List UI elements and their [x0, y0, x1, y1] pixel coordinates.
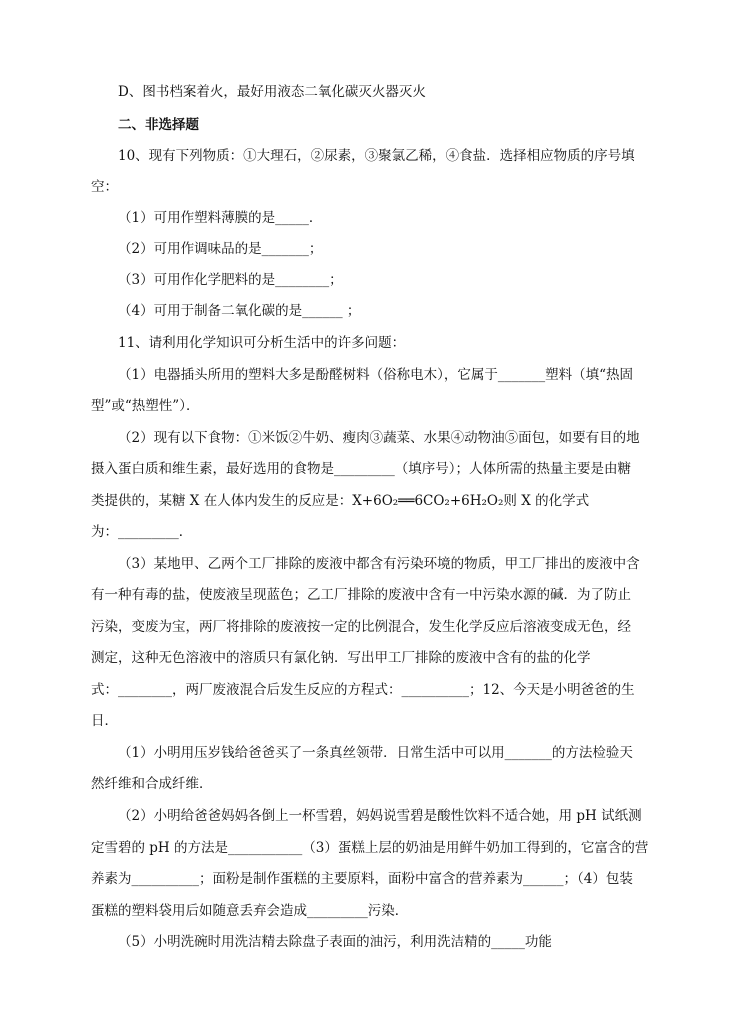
question-11-part-3: （3）某地甲、乙两个工厂排除的废液中都含有污染环境的物质，甲工厂排出的废液中含 — [118, 556, 640, 572]
question-10-part-1: （1）可用作塑料薄膜的是_____． — [118, 210, 323, 226]
question-11-part-1: （1）电器插头所用的塑料大多是酚醛树料（俗称电木），它属于_______塑料（填“热固 — [118, 367, 633, 383]
question-11-part-2-cont-3: 为：_________． — [91, 524, 193, 540]
question-11-part-2: （2）现有以下食物：①米饭②牛奶、瘦肉③蔬菜、水果④动物油⑤面包，如要有目的地 — [118, 430, 640, 446]
question-12-stem-cont: 日． — [91, 713, 118, 729]
question-11-part-3-cont-3: 测定，这种无色溶液中的溶质只有氯化钠．写出甲工厂排除的废液中含有的盐的化学 — [91, 650, 591, 666]
question-11-part-3-cont-2: 污染，变废为宝，两厂将排除的废液按一定的比例混合，发生化学反应后溶液变成无色，经 — [91, 619, 631, 635]
question-12-part-1-cont: 然纤维和合成纤维． — [91, 776, 213, 792]
question-10-part-4: （4）可用于制备二氧化碳的是______ ； — [118, 303, 361, 319]
question-11-part-1-cont: 型”或“热塑性”）． — [91, 398, 200, 414]
question-10-part-2: （2）可用作调味品的是_______； — [118, 241, 323, 257]
question-12-part-5: （5）小明洗碗时用洗洁精去除盘子表面的油污，利用洗洁精的_____功能 — [118, 934, 552, 950]
question-12-part-2-cont-2: 养素为__________；面粉是制作蛋糕的主要原料，面粉中富含的营养素为______；（4）包装 — [91, 871, 633, 887]
question-11-stem: 11、请利用化学知识可分析生活中的许多问题： — [118, 335, 406, 351]
option-d: D、图书档案着火，最好用液态二氧化碳灭火器灭火 — [118, 84, 426, 100]
question-11-part-3-cont-1: 有一种有毒的盐，使废液呈现蓝色；乙工厂排除的废液中含有一中污染水源的碱．为了防止 — [91, 587, 631, 603]
question-11-part-3-cont-4: 式：________，两厂废液混合后发生反应的方程式：__________；12、今天是小明爸爸的生 — [91, 682, 635, 698]
question-12-part-2-cont-1: 定雪碧的 pH 的方法是___________（3）蛋糕上层的奶油是用鲜牛奶加工得到的，它富含的营 — [91, 840, 649, 856]
section-heading: 二、非选择题 — [118, 117, 199, 133]
question-10-stem-cont: 空： — [91, 179, 118, 195]
question-10-part-3: （3）可用作化学肥料的是________； — [118, 272, 343, 288]
question-11-part-2-cont-1: 摄入蛋白质和维生素，最好选用的食物是_________（填序号）；人体所需的热量主要是由糖 — [91, 461, 631, 477]
question-11-part-2-cont-2: 类提供的，某糖 X 在人体内发生的反应是：X+6O₂══6CO₂+6H₂O₂则 X 的化学式 — [91, 493, 590, 509]
question-12-part-2-cont-3: 蛋糕的塑料袋用后如随意丢弃会造成_________污染． — [91, 903, 409, 919]
question-12-part-1: （1）小明用压岁钱给爸爸买了一条真丝领带．日常生活中可以用_______的方法检验天 — [118, 745, 633, 761]
question-10-stem: 10、现有下列物质：①大理石，②尿素，③聚氯乙稀，④食盐．选择相应物质的序号填 — [118, 148, 635, 164]
question-12-part-2: （2）小明给爸爸妈妈各倒上一杯雪碧，妈妈说雪碧是酸性饮料不适合她，用 pH 试纸测 — [118, 808, 642, 824]
